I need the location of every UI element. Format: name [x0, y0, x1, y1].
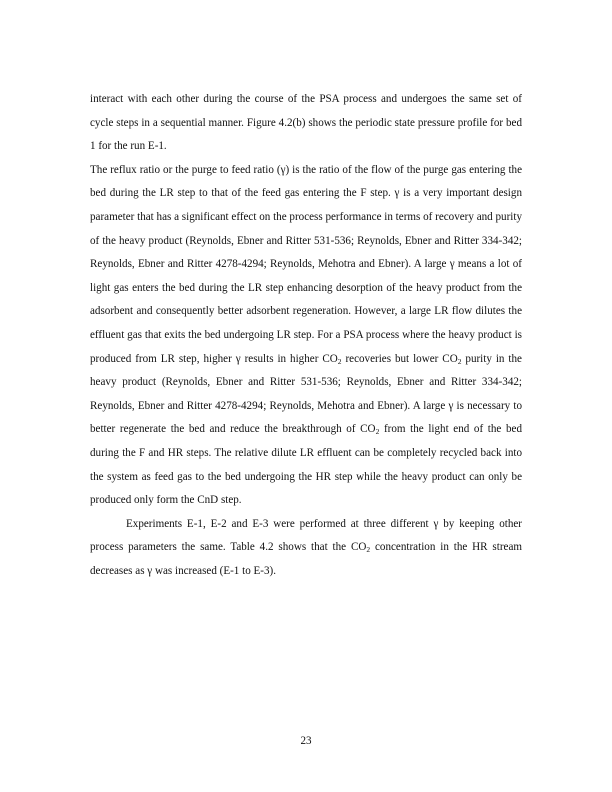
document-body	[90, 88, 522, 583]
paragraph-1	[90, 88, 522, 159]
subscript-text: 2	[457, 356, 462, 366]
paragraph-2	[90, 159, 522, 513]
text-segment: recoveries but lower CO	[341, 352, 458, 365]
paragraph-3	[90, 513, 522, 584]
text-segment: Experiments E-1, E-2 and E-3 were performed at three different γ by keeping other process parameters the same. Table 4.2 shows that the CO	[90, 517, 522, 554]
subscript-text: 2	[366, 545, 371, 555]
text-segment: concentration in the HR stream decreases as γ was increased (E-1 to E-3).	[90, 541, 523, 577]
subscript-text: 2	[337, 356, 342, 366]
text-segment: purity in the heavy product (Reynolds, Ebner and Ritter 531-536; Reynolds, Ebner and Ritter 334-342; Reynolds, Ebner and Ritter 4278-4294; Reynolds, Mehotra and Ebner). A large γ is necessary to better regenerate the bed and reduce the breakthrough of CO	[90, 352, 522, 436]
subscript-text: 2	[375, 427, 380, 437]
page-number: 23	[300, 735, 312, 747]
text-segment: interact with each other during the course of the PSA process and undergoes the same set of cycle steps in a sequential manner. Figure 4.2(b) shows the periodic state pressure profile for bed 1 for the run E-1.	[90, 93, 522, 153]
text-segment: The reflux ratio or the purge to feed ratio (γ) is the ratio of the flow of the purge gas entering the bed during the LR step to that of the feed gas entering the F step. γ is a very important design parameter that has a significant effect on the process performance in terms of recovery and purity of the heavy product (Reynolds, Ebner and Ritter 531-536; Reynolds, Ebner and Ritter 334-342; Reynolds, Ebner and Ritter 4278-4294; Reynolds, Mehotra and Ebner). A large γ means a lot of light gas enters the bed during the LR step enhancing desorption of the heavy product from the adsorbent and consequently better adsorbent regeneration. However, a large LR flow dilutes the effluent gas that exits the bed undergoing LR step. For a PSA process where the heavy product is produced from LR step, higher γ results in higher CO	[90, 163, 522, 365]
text-segment: from the light end of the bed during the F and HR steps. The relative dilute LR effluent can be completely recycled back into the system as feed gas to the bed undergoing the HR step while the heavy product can only be produced only form the CnD step.	[90, 423, 522, 507]
